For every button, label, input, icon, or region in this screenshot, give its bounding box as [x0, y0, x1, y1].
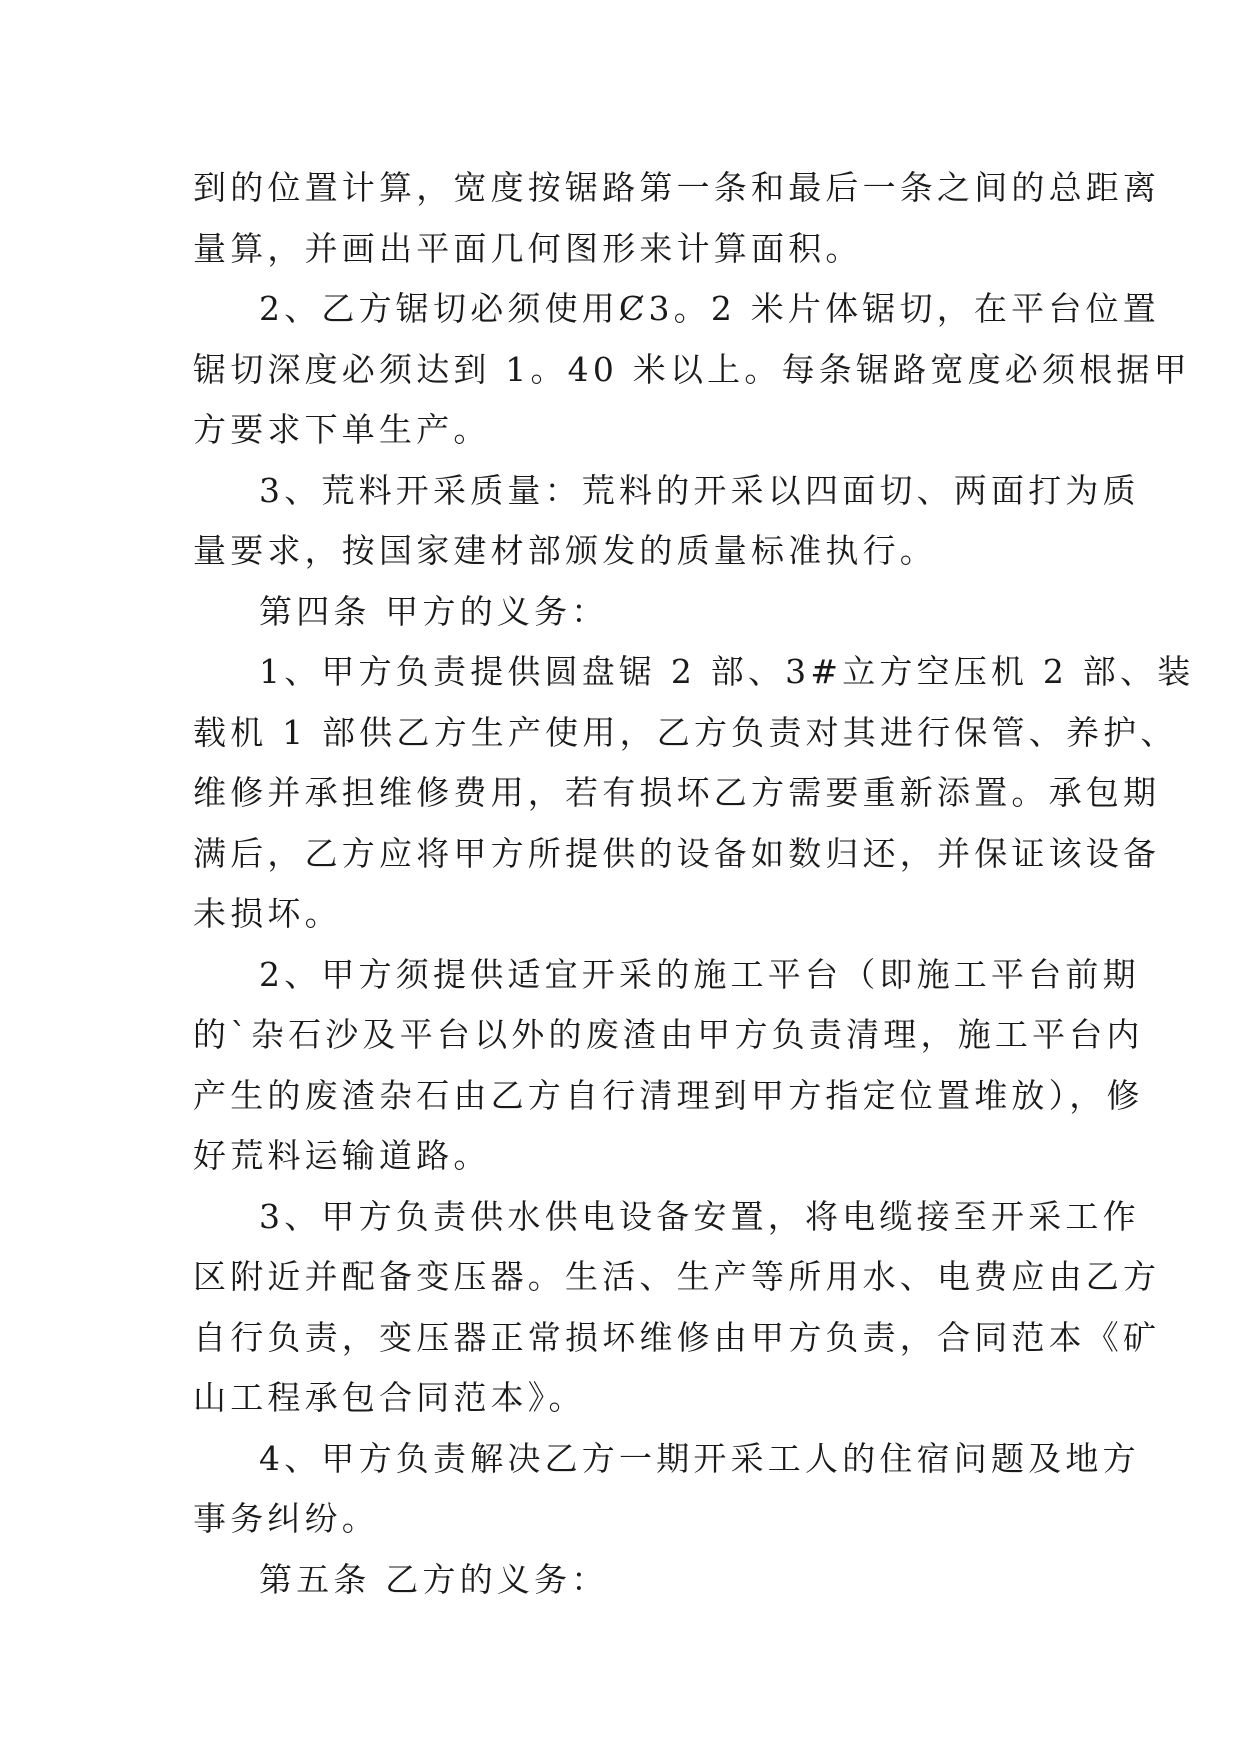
text-line-3: 2、乙方锯切必须使用Ȼ3。2 米片体锯切，在平台位置	[259, 289, 1160, 328]
text-line-10: 载机 1 部供乙方生产使用，乙方负责对其进行保管、养护、	[193, 712, 1178, 752]
text-line-14: 2、甲方须提供适宜开采的施工平台（即施工平台前期	[259, 954, 1140, 994]
section-heading-article-4: 第四条 甲方的义务：	[259, 591, 609, 631]
text-line-7: 量要求，按国家建材部颁发的质量标准执行。	[193, 531, 937, 570]
text-line-22: 4、甲方负责解决乙方一期开采工人的住宿问题及地方	[259, 1438, 1140, 1478]
text-line-15: 的`杂石沙及平台以外的废渣由甲方负责清理，施工平台内	[193, 1015, 1144, 1054]
text-line-12: 满后，乙方应将甲方所提供的设备如数归还，并保证该设备	[193, 833, 1161, 873]
text-line-2: 量算，并画出平面几何图形来计算面积。	[193, 228, 863, 268]
text-line-16: 产生的废渣杂石由乙方自行清理到甲方指定位置堆放），修	[193, 1075, 1144, 1115]
text-line-9: 1、甲方负责提供圆盘锯 2 部、3#立方空压机 2 部、装	[259, 652, 1195, 691]
text-line-20: 自行负责，变压器正常损坏维修由甲方负责，合同范本《矿	[193, 1317, 1161, 1357]
text-line-17: 好荒料运输道路。	[193, 1136, 491, 1175]
text-line-23: 事务纠纷。	[193, 1499, 379, 1538]
section-heading-article-5: 第五条 乙方的义务：	[259, 1559, 609, 1599]
text-line-18: 3、甲方负责供水供电设备安置，将电缆接至开采工作	[259, 1196, 1140, 1236]
text-line-1: 到的位置计算，宽度按锯路第一条和最后一条之间的总距离	[193, 168, 1161, 207]
text-line-13: 未损坏。	[193, 894, 342, 933]
document-body	[193, 158, 1195, 1610]
text-line-19: 区附近并配备变压器。生活、生产等所用水、电费应由乙方	[193, 1257, 1161, 1296]
text-line-5: 方要求下单生产。	[193, 410, 491, 449]
text-line-11: 维修并承担维修费用，若有损坏乙方需要重新添置。承包期	[193, 773, 1161, 812]
text-line-6: 3、荒料开采质量：荒料的开采以四面切、两面打为质	[259, 470, 1140, 510]
text-line-21: 山工程承包合同范本》。	[193, 1378, 586, 1417]
text-line-4: 锯切深度必须达到 1。40 米以上。每条锯路宽度必须根据甲	[193, 349, 1191, 389]
